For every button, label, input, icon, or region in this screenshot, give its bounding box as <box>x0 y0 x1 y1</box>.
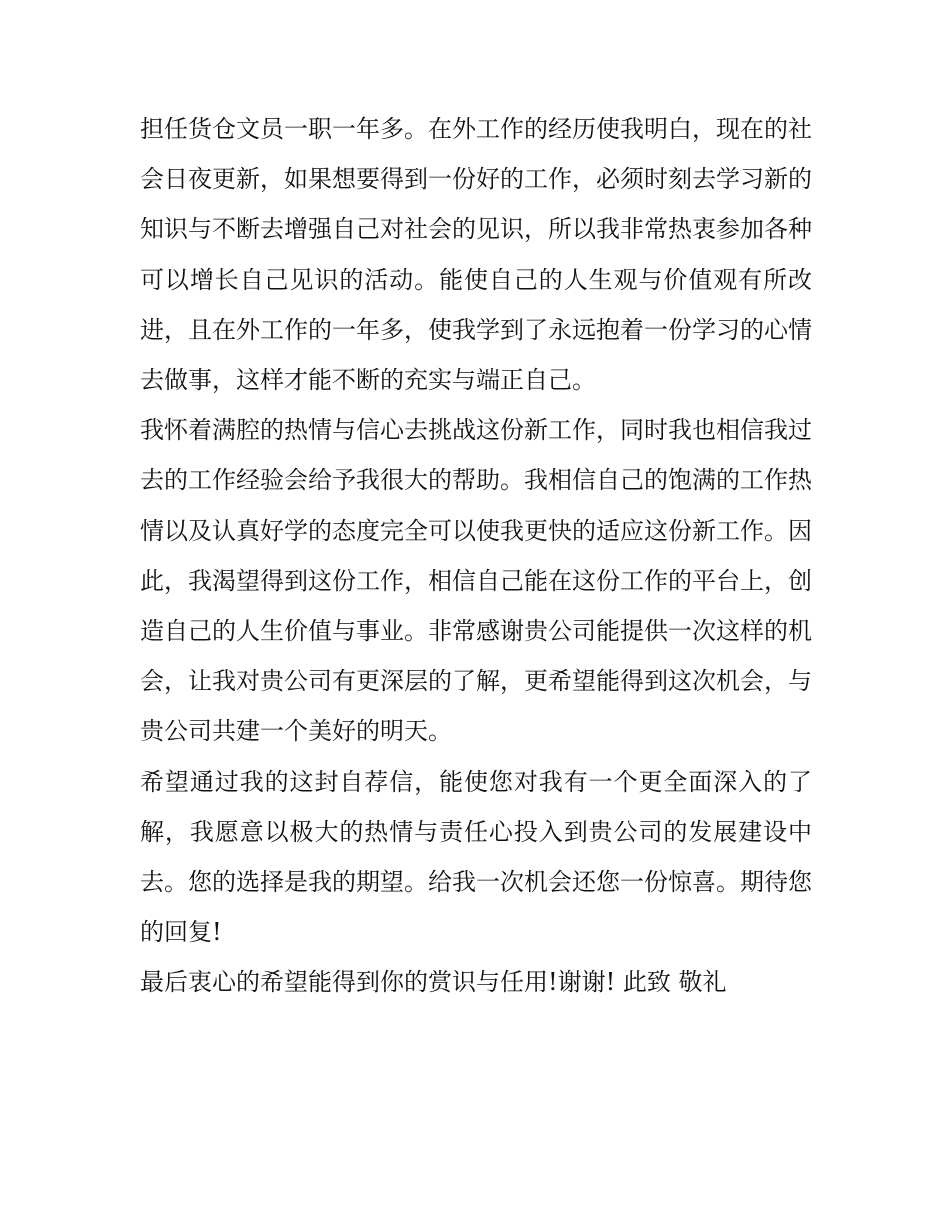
paragraph-hope-understanding: 希望通过我的这封自荐信，能使您对我有一个更全面深入的了解，我愿意以极大的热情与责任心投入到贵公司的发展建设中去。您的选择是我的期望。给我一次机会还您一份惊喜。期待您的回复! <box>140 767 812 947</box>
document-body <box>140 104 812 1008</box>
paragraph-work-experience: 担任货仓文员一职一年多。在外工作的经历使我明白，现在的社会日夜更新，如果想要得到一份好的工作，必须时刻去学习新的知识与不断去增强自己对社会的见识，所以我非常热衷参加各种可以增长自己见识的活动。能使自己的人生观与价值观有所改进，且在外工作的一年多，使我学到了永远抱着一份学习的心情去做事，这样才能不断的充实与端正自己。 <box>140 115 812 395</box>
paragraph-closing: 最后衷心的希望能得到你的赏识与任用!谢谢! 此致 敬礼 <box>140 968 727 997</box>
paragraph-new-job-confidence: 我怀着满腔的热情与信心去挑战这份新工作，同时我也相信我过去的工作经验会给予我很大的帮助。我相信自己的饱满的工作热情以及认真好学的态度完全可以使我更快的适应这份新工作。因此，我渴望得到这份工作，相信自己能在这份工作的平台上，创造自己的人生价值与事业。非常感谢贵公司能提供一次这样的机会，让我对贵公司有更深层的了解，更希望能得到这次机会，与贵公司共建一个美好的明天。 <box>140 416 812 746</box>
